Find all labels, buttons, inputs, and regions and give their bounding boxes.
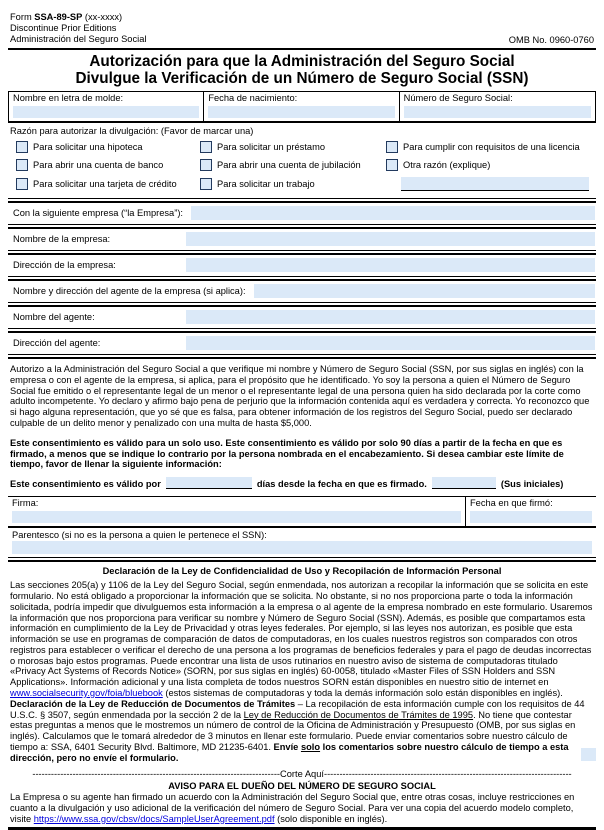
agent-address-input[interactable]	[186, 336, 595, 350]
dob-input[interactable]	[208, 106, 394, 118]
agent-name-label: Nombre del agente:	[13, 311, 95, 322]
dob-cell	[204, 92, 399, 121]
notice-text-2: (solo disponible en inglés).	[274, 813, 388, 824]
signature-table	[8, 496, 596, 528]
with-company-label: Con la siguiente empresa (“la Empresa”):	[13, 207, 183, 218]
sample-agreement-link[interactable]: https://www.ssa.gov/cbsv/docs/SampleUserAgreement.pdf	[33, 813, 275, 824]
form-identification	[10, 12, 146, 45]
signature-cell	[8, 497, 466, 526]
dob-label: Fecha de nacimiento:	[208, 93, 298, 104]
agent-address-row	[8, 333, 596, 354]
checkbox-bank-account[interactable]	[16, 159, 28, 171]
agent-name-input[interactable]	[186, 310, 595, 324]
reason-option-label: Para abrir una cuenta de jubilación	[217, 159, 361, 170]
privacy-text-2: (estos sistemas de computadoras y toda la demás información solo están disponibles en inglés).	[162, 688, 563, 698]
form-edition: (xx-xxxx)	[82, 12, 123, 22]
paperwork-bold-1: Envíe	[273, 741, 301, 752]
header-divider	[8, 48, 596, 50]
sign-date-cell	[466, 497, 596, 526]
section-divider	[8, 354, 596, 359]
checkbox-mortgage[interactable]	[16, 141, 28, 153]
paperwork-reduction-paragraph	[10, 699, 594, 764]
other-reason-cell	[386, 177, 596, 191]
reason-option-label: Para solicitar una tarjeta de crédito	[33, 178, 177, 189]
company-address-row	[8, 255, 596, 276]
name-cell	[9, 92, 204, 121]
checkbox-other-reason[interactable]	[386, 159, 398, 171]
privacy-act-paragraph	[10, 580, 594, 699]
reason-option-bank-account[interactable]	[16, 159, 200, 171]
sign-date-input[interactable]	[470, 511, 592, 523]
reason-option-job[interactable]	[200, 177, 386, 191]
privacy-text-1: Las secciones 205(a) y 1106 de la Ley del Seguro Social, según enmendada, nos autorizan a recopilar la información que se solicita en este formulario. No está obligado a proporcionar la información que se solicita. No obstante, si no nos proporciona parte o toda la información solicitada, podría impedir que divulguemos esta información a la empresa o al agente de la empresa nombrado en este formulario. Usaremos la información que nos proporciona para verificar su nombre y Número de Seguro Social (SSN). Además, es posible que compartamos esta información en cumplimiento de la Ley de Privacidad y otras leyes federales. Por ejemplo, si las leyes nos autorizan, es posible que esta información se use en programas de comparación de datos de computadoras, en los cuales nuestros registros son comparados con otros registros para establecer o verificar el derecho de una persona a los programas de beneficios federales y para el pago de deudas incorrectas o morosas bajo estos programas. Puede encontrar una lista de usos rutinarios en nuestro aviso de sistema de computadoras titulado «Privacy Act Systems of Records Notice» (SORN, por sus siglas en inglés) 60-0058, titulado «Master Files of SSN Holders and SSN Applications». Información adicional y una lista completa de todos nuestros SORN están disponibles en nuestro sitio de internet en	[10, 580, 593, 688]
form-prefix: Form	[10, 12, 35, 22]
valid-prefix: Este consentimiento es válido por	[10, 479, 161, 490]
ssn-cell	[400, 92, 595, 121]
company-name-row	[8, 229, 596, 250]
cut-here-label: Corte Aquí	[280, 769, 324, 780]
reason-option-label: Para solicitar una hipoteca	[33, 141, 143, 152]
name-label: Nombre en letra de molde:	[13, 93, 124, 104]
checkbox-credit-card[interactable]	[16, 178, 28, 190]
paperwork-text-1: – La recopilación de esta información cumple con los requisitos de 44 U.S.C. § 3507, según enmendada por la sección 2 de la	[10, 698, 585, 720]
agent-header-input[interactable]	[254, 284, 595, 298]
ssn-label: Número de Seguro Social:	[403, 93, 513, 104]
reason-option-license[interactable]	[386, 141, 596, 153]
relationship-row	[8, 528, 596, 558]
reason-option-label: Otra razón (explique)	[403, 159, 491, 170]
agent-address-label: Dirección del agente:	[13, 337, 101, 348]
form-number-line	[10, 12, 146, 23]
paperwork-bold-2: los comentarios sobre nuestro cálculo de tiempo a esta dirección, pero no envíe el formulario.	[10, 741, 569, 763]
with-company-input[interactable]	[191, 206, 595, 220]
company-name-input[interactable]	[186, 232, 595, 246]
form-title-line2: Divulgue la Verificación de un Número de Seguro Social (SSN)	[75, 69, 529, 87]
consent-validity-line	[10, 477, 594, 490]
section-divider	[8, 557, 596, 562]
checkbox-job[interactable]	[200, 178, 212, 190]
agency-name: Administración del Seguro Social	[10, 34, 147, 45]
omb-number: OMB No. 0960-0760	[508, 34, 594, 45]
agent-header-label: Nombre y dirección del agente de la empresa (si aplica):	[13, 285, 246, 296]
checkbox-retirement-account[interactable]	[200, 159, 212, 171]
form-title	[8, 54, 596, 87]
paperwork-lead: Declaración de la Ley de Reducción de Documentos de Trámites	[10, 698, 296, 709]
stray-input-box[interactable]	[581, 748, 596, 761]
identity-fields-table	[8, 91, 596, 123]
with-company-row	[8, 203, 596, 224]
reason-option-label: Para cumplir con requisitos de una licencia	[403, 141, 580, 152]
paperwork-text-2: . No tiene que contestar estas preguntas a menos que le mostremos un número de control de la Oficina de Administración y Presupuesto (OMB, por sus siglas en inglés). Calculamos que le tomará alrededor de 3 minutos en llenar este formulario. Puede enviar comentarios sobre nuestro cálculo de tiempo a: SSA, 6401 Security Blvd. Baltimore, MD 21235-6401.	[10, 709, 576, 752]
reason-option-credit-card[interactable]	[16, 177, 200, 191]
company-address-label: Dirección de la empresa:	[13, 259, 116, 270]
sign-date-label: Fecha en que firmó:	[470, 497, 553, 508]
agent-name-row	[8, 307, 596, 328]
reason-option-label: Para solicitar un trabajo	[217, 178, 315, 189]
ssn-input[interactable]	[404, 106, 591, 118]
name-input[interactable]	[13, 106, 199, 118]
cut-dashes-left: --------------------------------------------------------------------------------	[32, 769, 281, 780]
authorization-paragraph: Autorizo a la Administración del Seguro Social a que verifique mi nombre y Número de Seguro Social (SSN, por sus siglas en inglés) con la empresa o con el agente de la empresa, si aplica, para el propósito que he identificado. Yo soy la persona a quien el Número de Seguro Social fue emitido o el representante legal de un menor o el representante legal de una persona quien ha sido declarada por la corte como adulto incompetente. Yo declaro y afirmo bajo pena de perjurio que la información contenida aquí es verdadera y correcta. Yo reconozco que si hago alguna representación, que yo sé que es falsa, para obtener información de los registros del Seguro Social, puedo ser declarado culpable de un delito menor y penalizado con una multa de hasta $5,000.	[10, 364, 590, 428]
cut-dashes-right: --------------------------------------------------------------------------------	[323, 769, 572, 780]
other-reason-input[interactable]	[401, 177, 589, 191]
signature-input[interactable]	[12, 511, 461, 523]
signature-label: Firma:	[12, 497, 39, 508]
reason-heading: Razón para autorizar la divulgación: (Favor de marcar una)	[10, 126, 254, 137]
reason-option-retirement-account[interactable]	[200, 159, 386, 171]
notice-text-1: La Empresa o su agente han firmado un acuerdo con la Administración del Seguro Social que, entre otras cosas, incluye restricciones en cuanto a la divulgación y uso adicional de la verificación del número de Seguro Social. Para ver una copia del acuerdo modelo completo, visite	[10, 792, 575, 824]
ssn-owner-notice-heading: AVISO PARA EL DUEÑO DEL NÚMERO DE SEGURO SOCIAL	[168, 781, 436, 792]
form-header	[8, 12, 596, 45]
days-input[interactable]	[166, 477, 252, 489]
form-number: SSA-89-SP	[34, 12, 83, 22]
company-address-input[interactable]	[186, 258, 595, 272]
cut-here-line	[8, 769, 596, 780]
reason-option-other[interactable]	[386, 159, 596, 171]
relationship-input[interactable]	[12, 541, 592, 554]
reason-option-mortgage[interactable]	[16, 141, 200, 153]
form-title-line1: Autorización para que la Administración del Seguro Social	[89, 53, 515, 71]
ssn-owner-notice-paragraph	[10, 792, 594, 824]
valid-middle: días desde la fecha en que es firmado.	[256, 479, 427, 490]
relationship-label: Parentesco (si no es la persona a quien le pertenece el SSN):	[12, 529, 267, 540]
bluebook-link[interactable]: www.socialsecurity.gov/foia/bluebook	[10, 688, 163, 698]
agent-header-row	[8, 281, 596, 302]
valid-suffix: (Sus iniciales)	[500, 479, 564, 490]
checkbox-loan[interactable]	[200, 141, 212, 153]
initials-input[interactable]	[432, 477, 496, 489]
reason-option-loan[interactable]	[200, 141, 386, 153]
reason-option-label: Para solicitar un préstamo	[217, 141, 325, 152]
checkbox-license[interactable]	[386, 141, 398, 153]
reason-options-grid	[16, 141, 596, 191]
paperwork-law-link[interactable]: Ley de Reducción de Documentos de Trámites de 1995	[243, 709, 474, 720]
reason-option-label: Para abrir una cuenta de banco	[33, 159, 164, 170]
company-name-label: Nombre de la empresa:	[13, 233, 111, 244]
privacy-act-heading: Declaración de la Ley de Confidencialidad de Uso y Recopilación de Información Personal	[102, 566, 502, 577]
consent-paragraph: Este consentimiento es válido para un solo uso. Este consentimiento es válido por solo 90 días a partir de la fecha en que es firmado, a menos que se indique lo contrario por la persona nombrada en el encabezamiento. Si desea cambiar este límite de tiempo, favor de llenar la siguiente información:	[10, 437, 564, 470]
paperwork-bold-solo: solo	[300, 741, 321, 752]
discontinue-line: Discontinue Prior Editions	[10, 23, 117, 34]
